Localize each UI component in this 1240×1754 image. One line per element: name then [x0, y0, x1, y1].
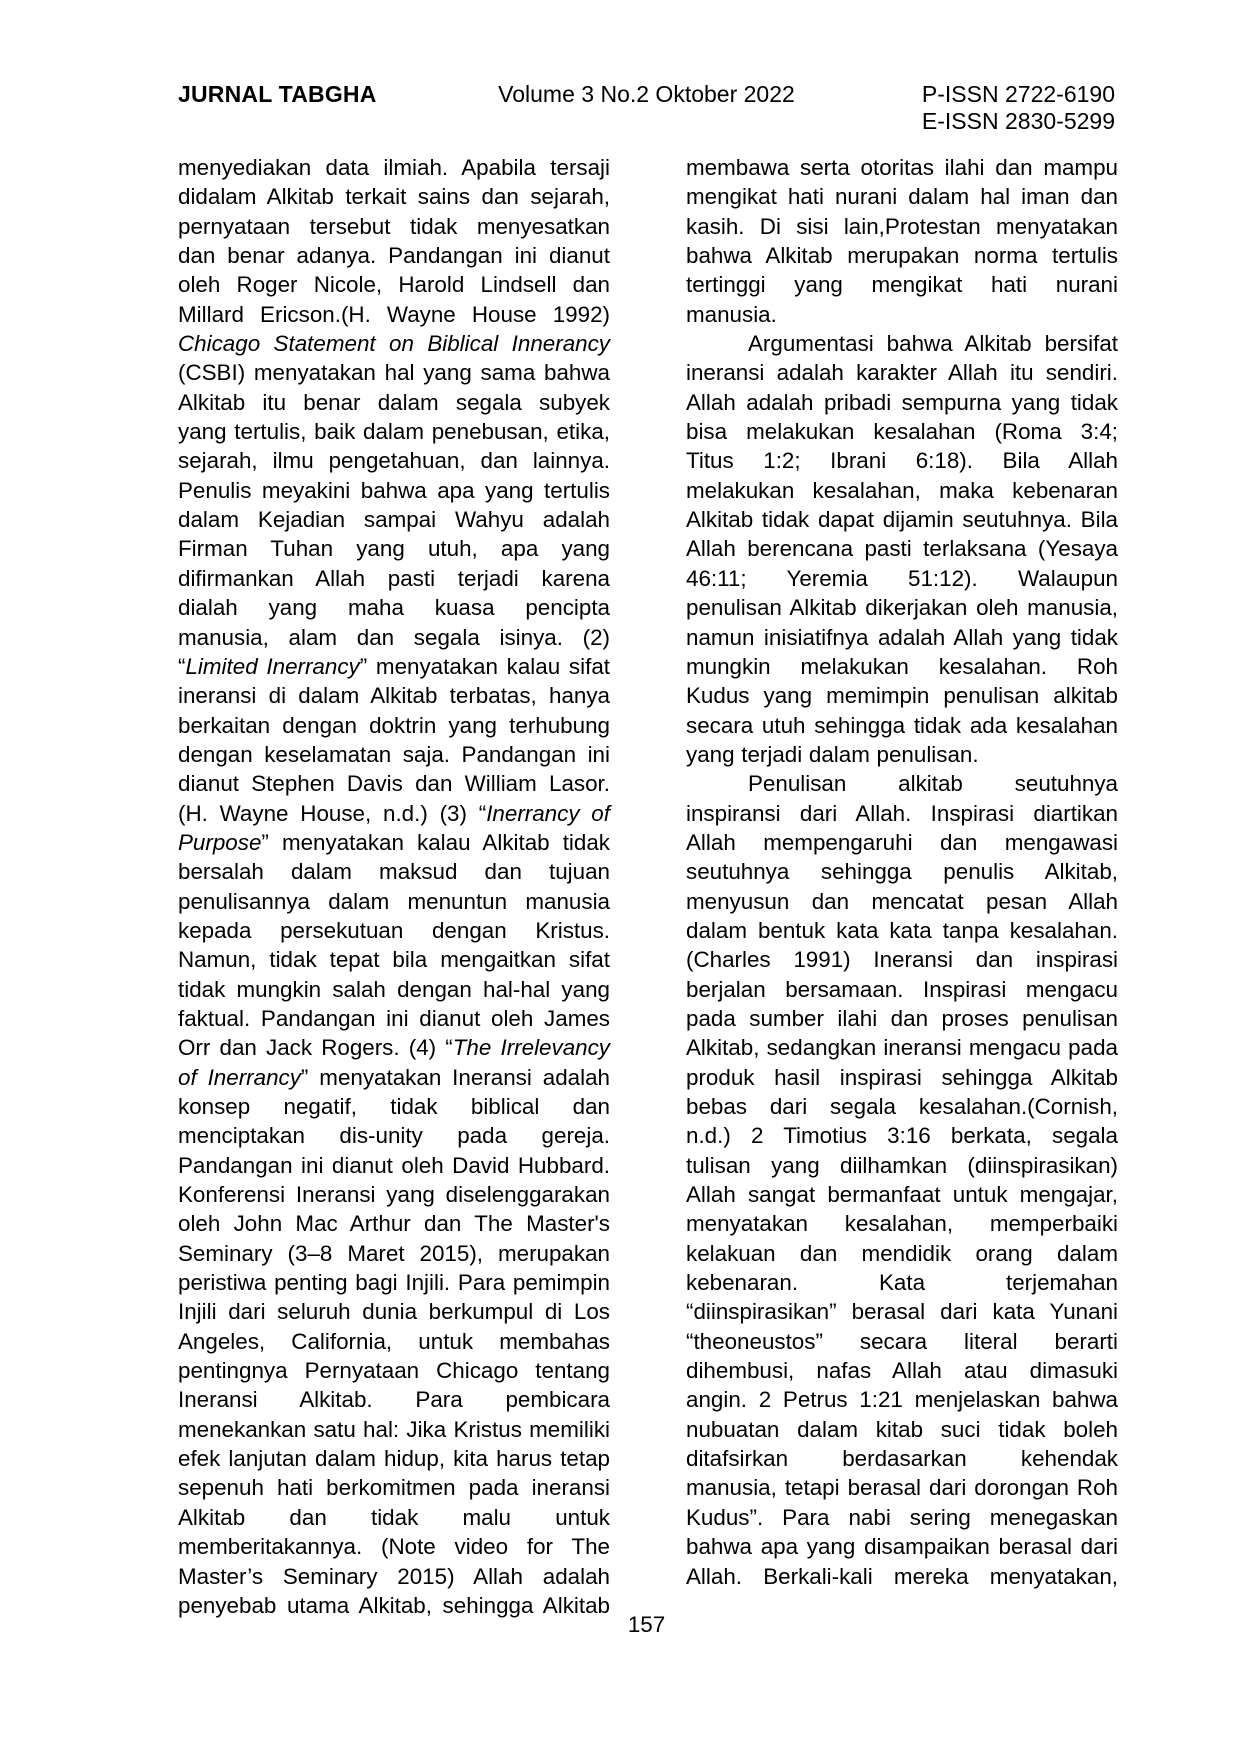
paragraph: Argumentasi bahwa Alkitab bersifat ineransi adalah karakter Allah itu sendiri. Allah adalah pribadi sempurna yang tidak bisa melakukan kesalahan (Roma 3:4; Titus 1:2; Ibrani 6:18). Bila Allah melakukan kesalahan, maka kebenaran Alkitab tidak dapat dijamin seutuhnya. Bila Allah berencana pasti terlaksana (Yesaya 46:11; Yeremia 51:12). Walaupun penulisan Alkitab dikerjakan oleh manusia, namun inisiatifnya adalah Allah yang tidak mungkin melakukan kesalahan. Roh Kudus yang memimpin penulisan alkitab secara utuh sehingga tidak ada kesalahan yang terjadi dalam penulisan. [686, 331, 1118, 767]
e-issn: E-ISSN 2830-5299 [921, 108, 1115, 134]
left-column [178, 153, 610, 1620]
page-footer [178, 1612, 1115, 1638]
issn-block [922, 81, 1115, 135]
page-number: 157 [627, 1612, 666, 1637]
paragraph: Penulisan alkitab seutuhnya inspiransi dari Allah. Inspirasi diartikan Allah mempengaruhi dan mengawasi seutuhnya sehingga penulis Alkitab, menyusun dan mencatat pesan Allah dalam bentuk kata kata tanpa kesalahan. (Charles 1991) Ineransi dan inspirasi berjalan bersamaan. Inspirasi mengacu pada sumber ilahi dan proses penulisan Alkitab, sedangkan ineransi mengacu pada produk hasil inspirasi sehingga Alkitab bebas dari segala kesalahan.(Cornish, n.d.) 2 Timotius 3:16 berkata, segala tulisan yang diilhamkan (diinspirasikan) Allah sangat bermanfaat untuk mengajar, menyatakan kesalahan, memperbaiki kelakuan dan mendidik orang dalam kebenaran. Kata terjemahan “diinspirasikan” berasal dari kata Yunani “theoneustos” secara literal berarti dihembusi, nafas Allah atau dimasuki angin. 2 Petrus 1:21 menjelaskan bahwa nubuatan dalam kitab suci tidak boleh ditafsirkan berdasarkan kehendak manusia, tetapi berasal dari dorongan Roh Kudus”. Para nabi sering menegaskan bahwa apa yang disampaikan berasal dari Allah. Berkali-kali mereka menyatakan, [686, 771, 1118, 1589]
journal-title: JURNAL TABGHA [178, 81, 377, 107]
p-issn: P-ISSN 2722-6190 [921, 81, 1115, 107]
paragraph: membawa serta otoritas ilahi dan mampu mengikat hati nurani dalam hal iman dan kasih. Di sisi lain,Protestan menyatakan bahwa Alkitab merupakan norma tertulis tertinggi yang mengikat hati nurani manusia. [686, 155, 1118, 327]
paragraph: menyediakan data ilmiah. Apabila tersaji didalam Alkitab terkait sains dan sejarah, pernyataan tersebut tidak menyesatkan dan benar adanya. Pandangan ini dianut oleh Roger Nicole, Harold Lindsell dan Millard Ericson.(H. Wayne House 1992) Chicago Statement on Biblical Innerancy (CSBI) menyatakan hal yang sama bahwa Alkitab itu benar dalam segala subyek yang tertulis, baik dalam penebusan, etika, sejarah, ilmu pengetahuan, dan lainnya. Penulis meyakini bahwa apa yang tertulis dalam Kejadian sampai Wahyu adalah Firman Tuhan yang utuh, apa yang difirmankan Allah pasti terjadi karena dialah yang maha kuasa pencipta manusia, alam dan segala isinya. (2) “Limited Inerrancy” menyatakan kalau sifat ineransi di dalam Alkitab terbatas, hanya berkaitan dengan doktrin yang terhubung dengan keselamatan saja. Pandangan ini dianut Stephen Davis dan William Lasor. (H. Wayne House, n.d.) (3) “Inerrancy of Purpose” menyatakan kalau Alkitab tidak bersalah dalam maksud dan tujuan penulisannya dalam menuntun manusia kepada persekutuan dengan Kristus. Namun, tidak tepat bila mengaitkan sifat tidak mungkin salah dengan hal-hal yang faktual. Pandangan ini dianut oleh James Orr dan Jack Rogers. (4) “The Irrelevancy of Inerrancy” menyatakan Ineransi adalah konsep negatif, tidak biblical dan menciptakan dis-unity pada gereja. Pandangan ini dianut oleh David Hubbard. Konferensi Ineransi yang diselenggarakan oleh John Mac Arthur dan The Master's Seminary (3–8 Maret 2015), merupakan peristiwa penting bagi Injili. Para pemimpin Injili dari seluruh dunia berkumpul di Los Angeles, California, untuk membahas pentingnya Pernyataan Chicago tentang Ineransi Alkitab. Para pembicara menekankan satu hal: Jika Kristus memiliki efek lanjutan dalam hidup, kita harus tetap sepenuh hati berkomitmen pada ineransi Alkitab dan tidak malu untuk memberitakannya. (Note video for The Master’s Seminary 2015) Allah adalah penyebab utama Alkitab, sehingga Alkitab [178, 155, 610, 1618]
right-column [686, 153, 1118, 1620]
article-body [178, 153, 1240, 1620]
volume-info: Volume 3 No.2 Oktober 2022 [498, 81, 795, 107]
page-header [178, 0, 1115, 135]
